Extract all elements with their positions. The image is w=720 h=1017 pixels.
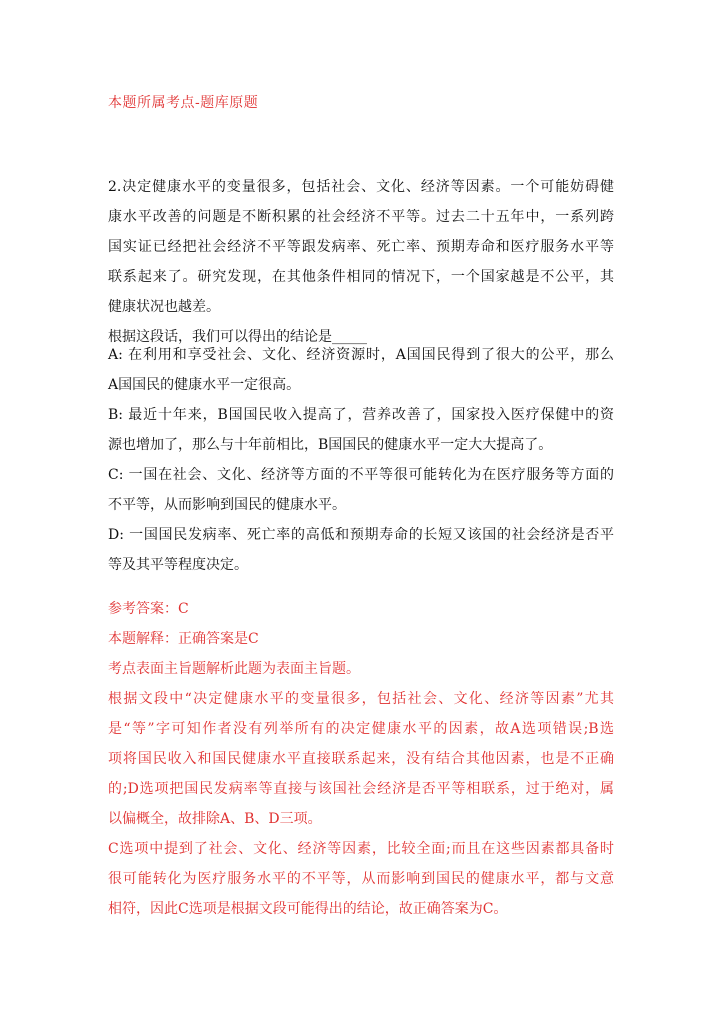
analysis-line: 以偏概全，故排除A、B、D三项。 bbox=[108, 811, 322, 827]
option-a-line: A国国民的健康水平一定很高。 bbox=[108, 377, 301, 393]
explanation-title: 本题解释：正确答案是C bbox=[108, 631, 259, 647]
analysis-line: 项将国民收入和国民健康水平直接联系起来，没有结合其他因素，也是不正确 bbox=[108, 751, 614, 767]
option-d-line: D: 一国国民发病率、死亡率的高低和预期寿命的长短又该国的社会经济是否平 bbox=[108, 527, 614, 543]
option-d-line: 等及其平等程度决定。 bbox=[108, 557, 248, 573]
analysis-line: 很可能转化为医疗服务水平的不平等，从而影响到国民的健康水平，都与文意 bbox=[108, 871, 614, 887]
question-line: 康水平改善的问题是不断积累的社会经济不平等。过去二十五年中，一系列跨 bbox=[108, 209, 614, 225]
option-b-line: B: 最近十年来，B国国民收入提高了，营养改善了，国家投入医疗保健中的资 bbox=[108, 407, 614, 423]
question-line: 健康状况也越差。 bbox=[108, 299, 220, 315]
header-topic: 本题所属考点-题库原题 bbox=[108, 95, 259, 111]
point-line: 考点表面主旨题解析此题为表面主旨题。 bbox=[108, 661, 360, 677]
option-b-line: 源也增加了，那么与十年前相比，B国国民的健康水平一定大大提高了。 bbox=[108, 437, 553, 453]
question-block bbox=[108, 172, 614, 352]
analysis-line: 的;D选项把国民发病率等直接与该国社会经济是否平等相联系，过于绝对，属 bbox=[108, 781, 614, 797]
options-block bbox=[108, 340, 614, 580]
question-line: 国实证已经把社会经济不平等跟发病率、死亡率、预期寿命和医疗服务水平等 bbox=[108, 239, 614, 255]
reference-answer: 参考答案：C bbox=[108, 601, 189, 617]
analysis-line: C选项中提到了社会、文化、经济等因素，比较全面;而且在这些因素都具备时 bbox=[108, 841, 614, 857]
question-line: 联系起来了。研究发现，在其他条件相同的情况下，一个国家越是不公平，其 bbox=[108, 269, 614, 285]
option-c-line: 不平等，从而影响到国民的健康水平。 bbox=[108, 497, 346, 513]
answer-block bbox=[108, 594, 614, 924]
analysis-line: 根据文段中“决定健康水平的变量很多，包括社会、文化、经济等因素”尤其 bbox=[108, 691, 614, 707]
question-prompt-text: 根据这段话，我们可以得出的结论是 bbox=[108, 329, 332, 345]
analysis-line: 相符，因此C选项是根据文段可能得出的结论，故正确答案为C。 bbox=[108, 901, 508, 917]
question-line: 2.决定健康水平的变量很多，包括社会、文化、经济等因素。一个可能妨碍健 bbox=[108, 179, 614, 195]
analysis-line: 是“等”字可知作者没有列举所有的决定健康水平的因素，故A选项错误;B选 bbox=[108, 721, 614, 737]
answer-blank: _____ bbox=[332, 329, 367, 345]
option-c-line: C: 一国在社会、文化、经济等方面的不平等很可能转化为在医疗服务等方面的 bbox=[108, 467, 614, 483]
option-a-line: A: 在利用和享受社会、文化、经济资源时，A国国民得到了很大的公平，那么 bbox=[108, 347, 614, 363]
